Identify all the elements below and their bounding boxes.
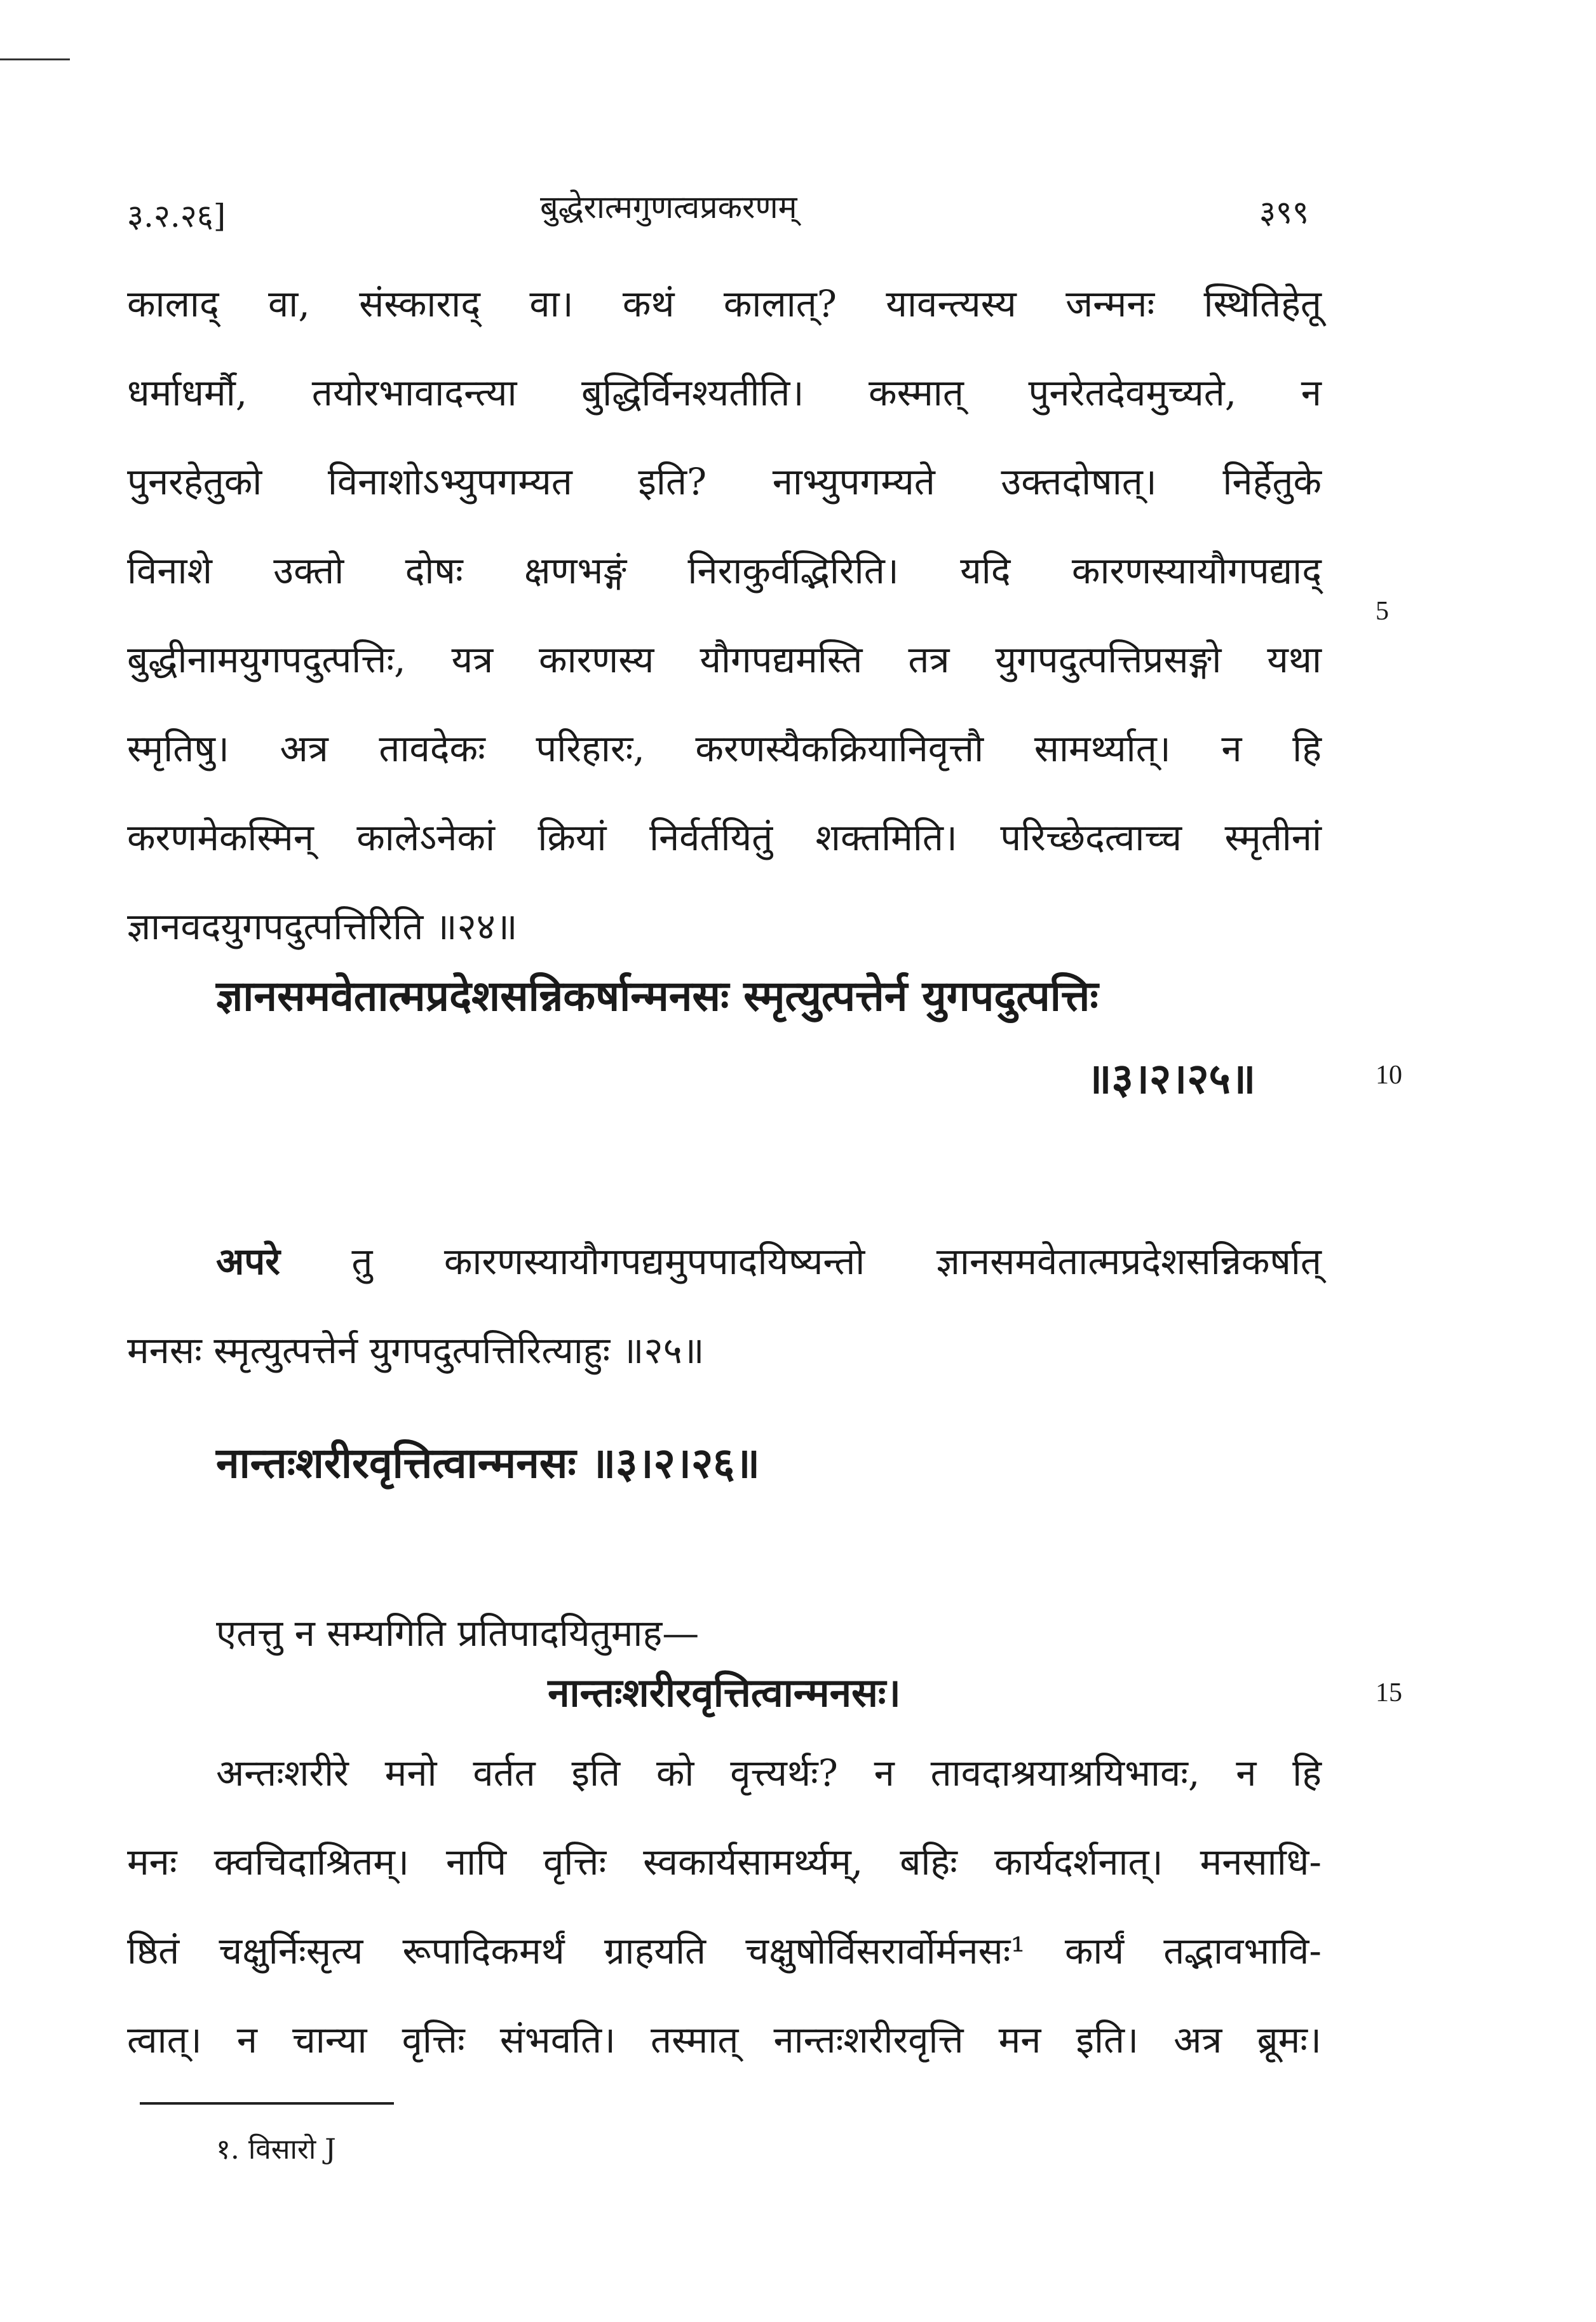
text-line: एतत्तु न सम्यगिति प्रतिपादयितुमाह— xyxy=(216,1612,700,1655)
header-title: बुद्धेरात्मगुणत्वप्रकरणम् xyxy=(540,189,797,226)
header-page-number: ३९९ xyxy=(1259,194,1309,231)
line-number: 15 xyxy=(1376,1678,1402,1708)
sutra-25-number: ॥३।२।२५॥ xyxy=(1086,1054,1256,1103)
text-line: ष्ठितं चक्षुर्निःसृत्य रूपादिकमर्थं ग्राहयति चक्षुषोर्विसरार्वोर्मनसः¹ कार्यं तद्भावभावि- xyxy=(127,1929,1322,1972)
footnote: १. विसारो J xyxy=(216,2133,336,2166)
text-line: पुनरहेतुको विनाशोऽभ्युपगम्यत इति? नाभ्युपगम्यते उक्तदोषात्। निर्हेतुके xyxy=(127,460,1322,503)
text-line: विनाशे उक्तो दोषः क्षणभङ्गं निराकुर्वद्भिरिति। यदि कारणस्यायौगपद्याद् xyxy=(127,549,1322,592)
text-line: त्वात्। न चान्या वृत्तिः संभवति। तस्मात् नान्तःशरीरवृत्ति मन इति। अत्र ब्रूमः। xyxy=(127,2018,1322,2061)
paragraph-1 xyxy=(127,259,1322,971)
text-line: ज्ञानवदयुगपदुत्पत्तिरिति ॥२४॥ xyxy=(127,905,518,948)
text-line: अन्तःशरीरे मनो वर्तत इति को वृत्त्यर्थः? न तावदाश्रयाश्रयिभावः, न हि xyxy=(216,1751,1322,1795)
text-line xyxy=(127,1217,1322,1306)
footnote-rule xyxy=(140,2102,394,2105)
text-line: स्मृतिषु। अत्र तावदेकः परिहारः, करणस्यैकक्रियानिवृत्तौ सामर्थ्यात्। न हि xyxy=(127,727,1322,770)
sutra-26: नान्तःशरीरवृत्तित्वान्मनसः ॥३।२।२६॥ xyxy=(216,1438,761,1488)
running-header xyxy=(127,184,1322,241)
text-line: बुद्धीनामयुगपदुत्पत्तिः, यत्र कारणस्य यौगपद्यमस्ति तत्र युगपदुत्पत्तिप्रसङ्गो यथा xyxy=(127,638,1322,681)
line-number: 5 xyxy=(1376,597,1389,626)
header-section-ref: ३.२.२६] xyxy=(127,198,226,234)
sutra-25-line-1: ज्ञानसमवेतात्मप्रदेशसन्निकर्षान्मनसः स्मृत्युत्पत्तेर्न युगपदुत्पत्तिः xyxy=(216,971,1099,1021)
paragraph-2 xyxy=(127,1217,1322,1395)
text-line: करणमेकस्मिन् कालेऽनेकां क्रियां निर्वर्तयितुं शक्तमिति। परिच्छेदत्वाच्च स्मृतीनां xyxy=(127,816,1322,859)
text-span: तु कारणस्यायौगपद्यमुपपादयिष्यन्तो ज्ञानसमवेतात्मप्रदेशसन्निकर्षात् xyxy=(280,1240,1322,1283)
line-number: 10 xyxy=(1376,1061,1402,1090)
text-line: धर्माधर्मौ, तयोरभावादन्त्या बुद्धिर्विनश्यतीति। कस्मात् पुनरेतदेवमुच्यते, न xyxy=(127,371,1322,414)
text-line: मनः क्वचिदाश्रितम्। नापि वृत्तिः स्वकार्यसामर्थ्यम्, बहिः कार्यदर्शनात्। मनसाधि- xyxy=(127,1840,1322,1884)
quoted-sutra: नान्तःशरीरवृत्तित्वान्मनसः। xyxy=(548,1669,901,1716)
text-line: मनसः स्मृत्युत्पत्तेर्न युगपदुत्पत्तिरित्याहुः ॥२५॥ xyxy=(127,1329,705,1372)
bold-lead-word: अपरे xyxy=(216,1240,280,1283)
text-line: कालाद् वा, संस्काराद् वा। कथं कालात्? यावन्त्यस्य जन्मनः स्थितिहेतू xyxy=(127,282,1322,325)
intro-line xyxy=(216,1589,1322,1678)
scan-mark xyxy=(0,58,70,60)
paragraph-3 xyxy=(127,1728,1322,2084)
